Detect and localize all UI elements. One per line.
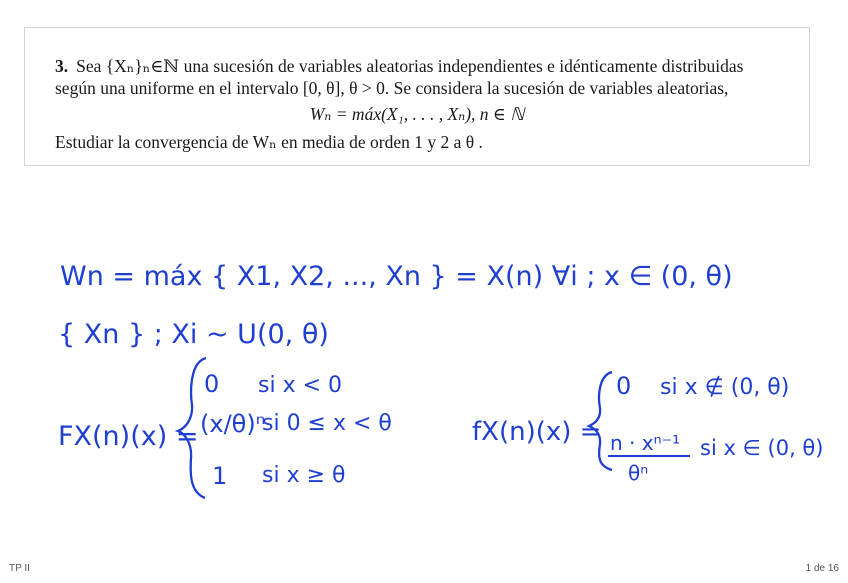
hw-pdf-case1-value: 0 — [616, 372, 632, 400]
hw-pdf-case1-cond: si x ∉ (0, θ) — [660, 375, 790, 400]
hw-wn-definition: Wn = máx { X1, X2, ..., Xn } = X(n) ∀i ; x ∈ (0, θ) — [60, 261, 733, 292]
hw-uniform-distribution: { Xn } ; Xi ~ U(0, θ) — [58, 319, 329, 350]
hw-cdf-case2-value: (x/θ)ⁿ — [200, 410, 266, 438]
hw-pdf-case2-cond: si x ∈ (0, θ) — [700, 436, 824, 460]
hw-cdf-case2-cond: si 0 ≤ x < θ — [262, 411, 392, 436]
hw-cdf-case3-cond: si x ≥ θ — [262, 463, 346, 488]
hw-cdf-label: FX(n)(x) = — [58, 421, 199, 452]
problem-text-1: Sea {Xₙ}ₙ∈ℕ una sucesión de variables aleatorias independientes e idénticamente distribuidas — [76, 56, 744, 76]
hw-pdf-case2-denominator: θⁿ — [628, 461, 649, 485]
footer-course: TP II — [9, 563, 30, 574]
problem-formula: Wₙ = máx(X₁, . . . , Xₙ), n ∈ ℕ — [309, 104, 525, 124]
hw-pdf-label: fX(n)(x) = — [472, 417, 602, 447]
hw-pdf-case2-numerator: n · xⁿ⁻¹ — [610, 431, 681, 455]
problem-number: 3. — [55, 56, 69, 76]
problem-line-2: según una uniforme en el intervalo [0, θ], θ > 0. Se considera la sucesión de variables aleatorias, — [55, 78, 729, 98]
hw-cdf-case3-value: 1 — [212, 462, 228, 490]
problem-line-4: Estudiar la convergencia de Wₙ en media de orden 1 y 2 a θ . — [55, 132, 483, 152]
footer-page-number: 1 de 16 — [805, 563, 839, 574]
hw-cdf-case1-cond: si x < 0 — [258, 373, 343, 398]
hw-cdf-case1-value: 0 — [204, 370, 220, 398]
